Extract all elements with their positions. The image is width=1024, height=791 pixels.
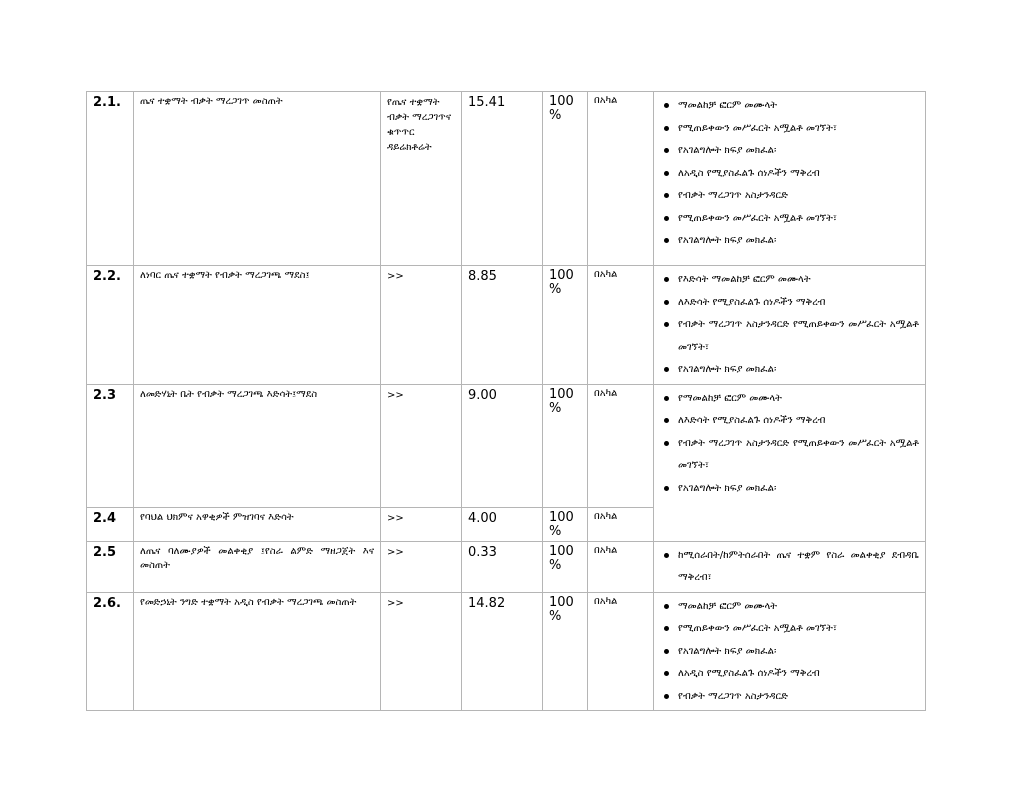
requirements-list bbox=[660, 545, 919, 590]
requirements-list bbox=[660, 388, 919, 501]
list-item: የብቃት ማረጋገጥ አስታንዳርድ የሚጠይቀውን መሥፈርት አሟልቶ መገኘት፣ bbox=[660, 314, 919, 359]
activity-cell: የመድኃኒት ንግድ ተቋማት አዲስ የብቃት ማረጋገጫ መስጠት bbox=[134, 592, 381, 711]
indicator-cell: >> bbox=[381, 541, 462, 592]
percent-cell: 100 % bbox=[543, 92, 588, 266]
requirements-cell bbox=[654, 541, 926, 592]
percent-cell: 100 % bbox=[543, 266, 588, 385]
requirements-cell bbox=[654, 592, 926, 711]
frequency-cell: በአካል bbox=[588, 266, 654, 385]
list-item: የብቃት ማረጋገጥ አስታንዳርድ bbox=[660, 185, 919, 208]
value-cell: 4.00 bbox=[462, 507, 543, 541]
row-number: 2.4 bbox=[87, 507, 134, 541]
table-row bbox=[87, 384, 926, 507]
list-item: የሚጠይቀውን መሥፈርት አሟልቶ መገኘት፣ bbox=[660, 118, 919, 141]
percent-cell: 100 % bbox=[543, 384, 588, 507]
list-item: ለእድሳት የሚያስፈልጉ ሰነዶችን ማቅረብ bbox=[660, 292, 919, 315]
value-cell: 8.85 bbox=[462, 266, 543, 385]
frequency-cell: በአካል bbox=[588, 384, 654, 507]
requirements-list bbox=[660, 269, 919, 382]
list-item: ለአዲስ የሚያስፈልጉ ሰነዶችን ማቅረብ bbox=[660, 163, 919, 186]
table-row bbox=[87, 92, 926, 266]
row-number: 2.2. bbox=[87, 266, 134, 385]
indicator-cell: >> bbox=[381, 592, 462, 711]
list-item: የአገልግሎት ክፍያ መክፈል፡ bbox=[660, 359, 919, 382]
indicator-cell: >> bbox=[381, 266, 462, 385]
percent-cell: 100 % bbox=[543, 541, 588, 592]
percent-cell: 100 % bbox=[543, 507, 588, 541]
value-cell: 15.41 bbox=[462, 92, 543, 266]
frequency-cell: በአካል bbox=[588, 507, 654, 541]
indicator-cell: የጤና ተቋማት ብቃት ማረጋገጥና ቁጥጥር ዳይሬክቶሬት bbox=[381, 92, 462, 266]
row-number: 2.6. bbox=[87, 592, 134, 711]
requirements-list bbox=[660, 95, 919, 253]
list-item: የአገልግሎት ክፍያ መክፈል፡ bbox=[660, 478, 919, 501]
list-item: የአገልግሎት ክፍያ መክፈል፡ bbox=[660, 230, 919, 253]
row-number: 2.5 bbox=[87, 541, 134, 592]
value-cell: 14.82 bbox=[462, 592, 543, 711]
indicator-cell: >> bbox=[381, 507, 462, 541]
list-item: ለእድሳት የሚያስፈልጉ ሰነዶችን ማቅረብ bbox=[660, 410, 919, 433]
frequency-cell: በአካል bbox=[588, 592, 654, 711]
value-cell: 0.33 bbox=[462, 541, 543, 592]
requirements-list bbox=[660, 596, 919, 709]
frequency-cell: በአካል bbox=[588, 541, 654, 592]
list-item: ማመልከቻ ፎርም መሙላት bbox=[660, 95, 919, 118]
table-row bbox=[87, 592, 926, 711]
list-item: የብቃት ማረጋገጥ አስታንዳርድ የሚጠይቀውን መሥፈርት አሟልቶ መገኘት፣ bbox=[660, 433, 919, 478]
percent-cell: 100 % bbox=[543, 592, 588, 711]
activity-cell: ለጤና ባለሙያዎች መልቀቂያ ፤የስራ ልምድ ማዘጋጀት እና መስጠት bbox=[134, 541, 381, 592]
indicator-cell: >> bbox=[381, 384, 462, 507]
list-item: የአገልግሎት ክፍያ መክፈል፡ bbox=[660, 140, 919, 163]
requirements-cell bbox=[654, 384, 926, 541]
list-item: ከሚሰራበት/ከምትሰራበት ጤና ተቋም የስራ መልቀቂያ ደብዳቤ ማቅረብ፣ bbox=[660, 545, 919, 590]
activity-cell: ለነባር ጤና ተቋማት የብቃት ማረጋገጫ ማደስ፤ bbox=[134, 266, 381, 385]
list-item: የሚጠይቀውን መሥፈርት አሟልቶ መገኘት፣ bbox=[660, 618, 919, 641]
requirements-cell bbox=[654, 266, 926, 385]
list-item: የእድሳት ማመልከቻ ፎርም መሙላት bbox=[660, 269, 919, 292]
service-standards-table bbox=[86, 91, 926, 711]
activity-cell: ጤና ተቋማት ብቃት ማረጋገጥ መስጠት bbox=[134, 92, 381, 266]
row-number: 2.1. bbox=[87, 92, 134, 266]
value-cell: 9.00 bbox=[462, 384, 543, 507]
requirements-cell bbox=[654, 92, 926, 266]
list-item: የብቃት ማረጋገጥ አስታንዳርድ bbox=[660, 686, 919, 709]
list-item: ለአዲስ የሚያስፈልጉ ሰነዶችን ማቅረብ bbox=[660, 663, 919, 686]
table-row bbox=[87, 541, 926, 592]
activity-cell: ለመድሃኒት ቤት የብቃት ማረጋገጫ እድሳት፤ማደስ bbox=[134, 384, 381, 507]
list-item: የአገልግሎት ክፍያ መክፈል፡ bbox=[660, 641, 919, 664]
list-item: የሚጠይቀውን መሥፈርት አሟልቶ መገኘት፣ bbox=[660, 208, 919, 231]
row-number: 2.3 bbox=[87, 384, 134, 507]
frequency-cell: በአካል bbox=[588, 92, 654, 266]
activity-cell: የባህል ህክምና አዋቂዎች ምዝገባና እድሳት bbox=[134, 507, 381, 541]
list-item: ማመልከቻ ፎርም መሙላት bbox=[660, 596, 919, 619]
table-row bbox=[87, 266, 926, 385]
list-item: የማመልከቻ ፎርም መሙላት bbox=[660, 388, 919, 411]
